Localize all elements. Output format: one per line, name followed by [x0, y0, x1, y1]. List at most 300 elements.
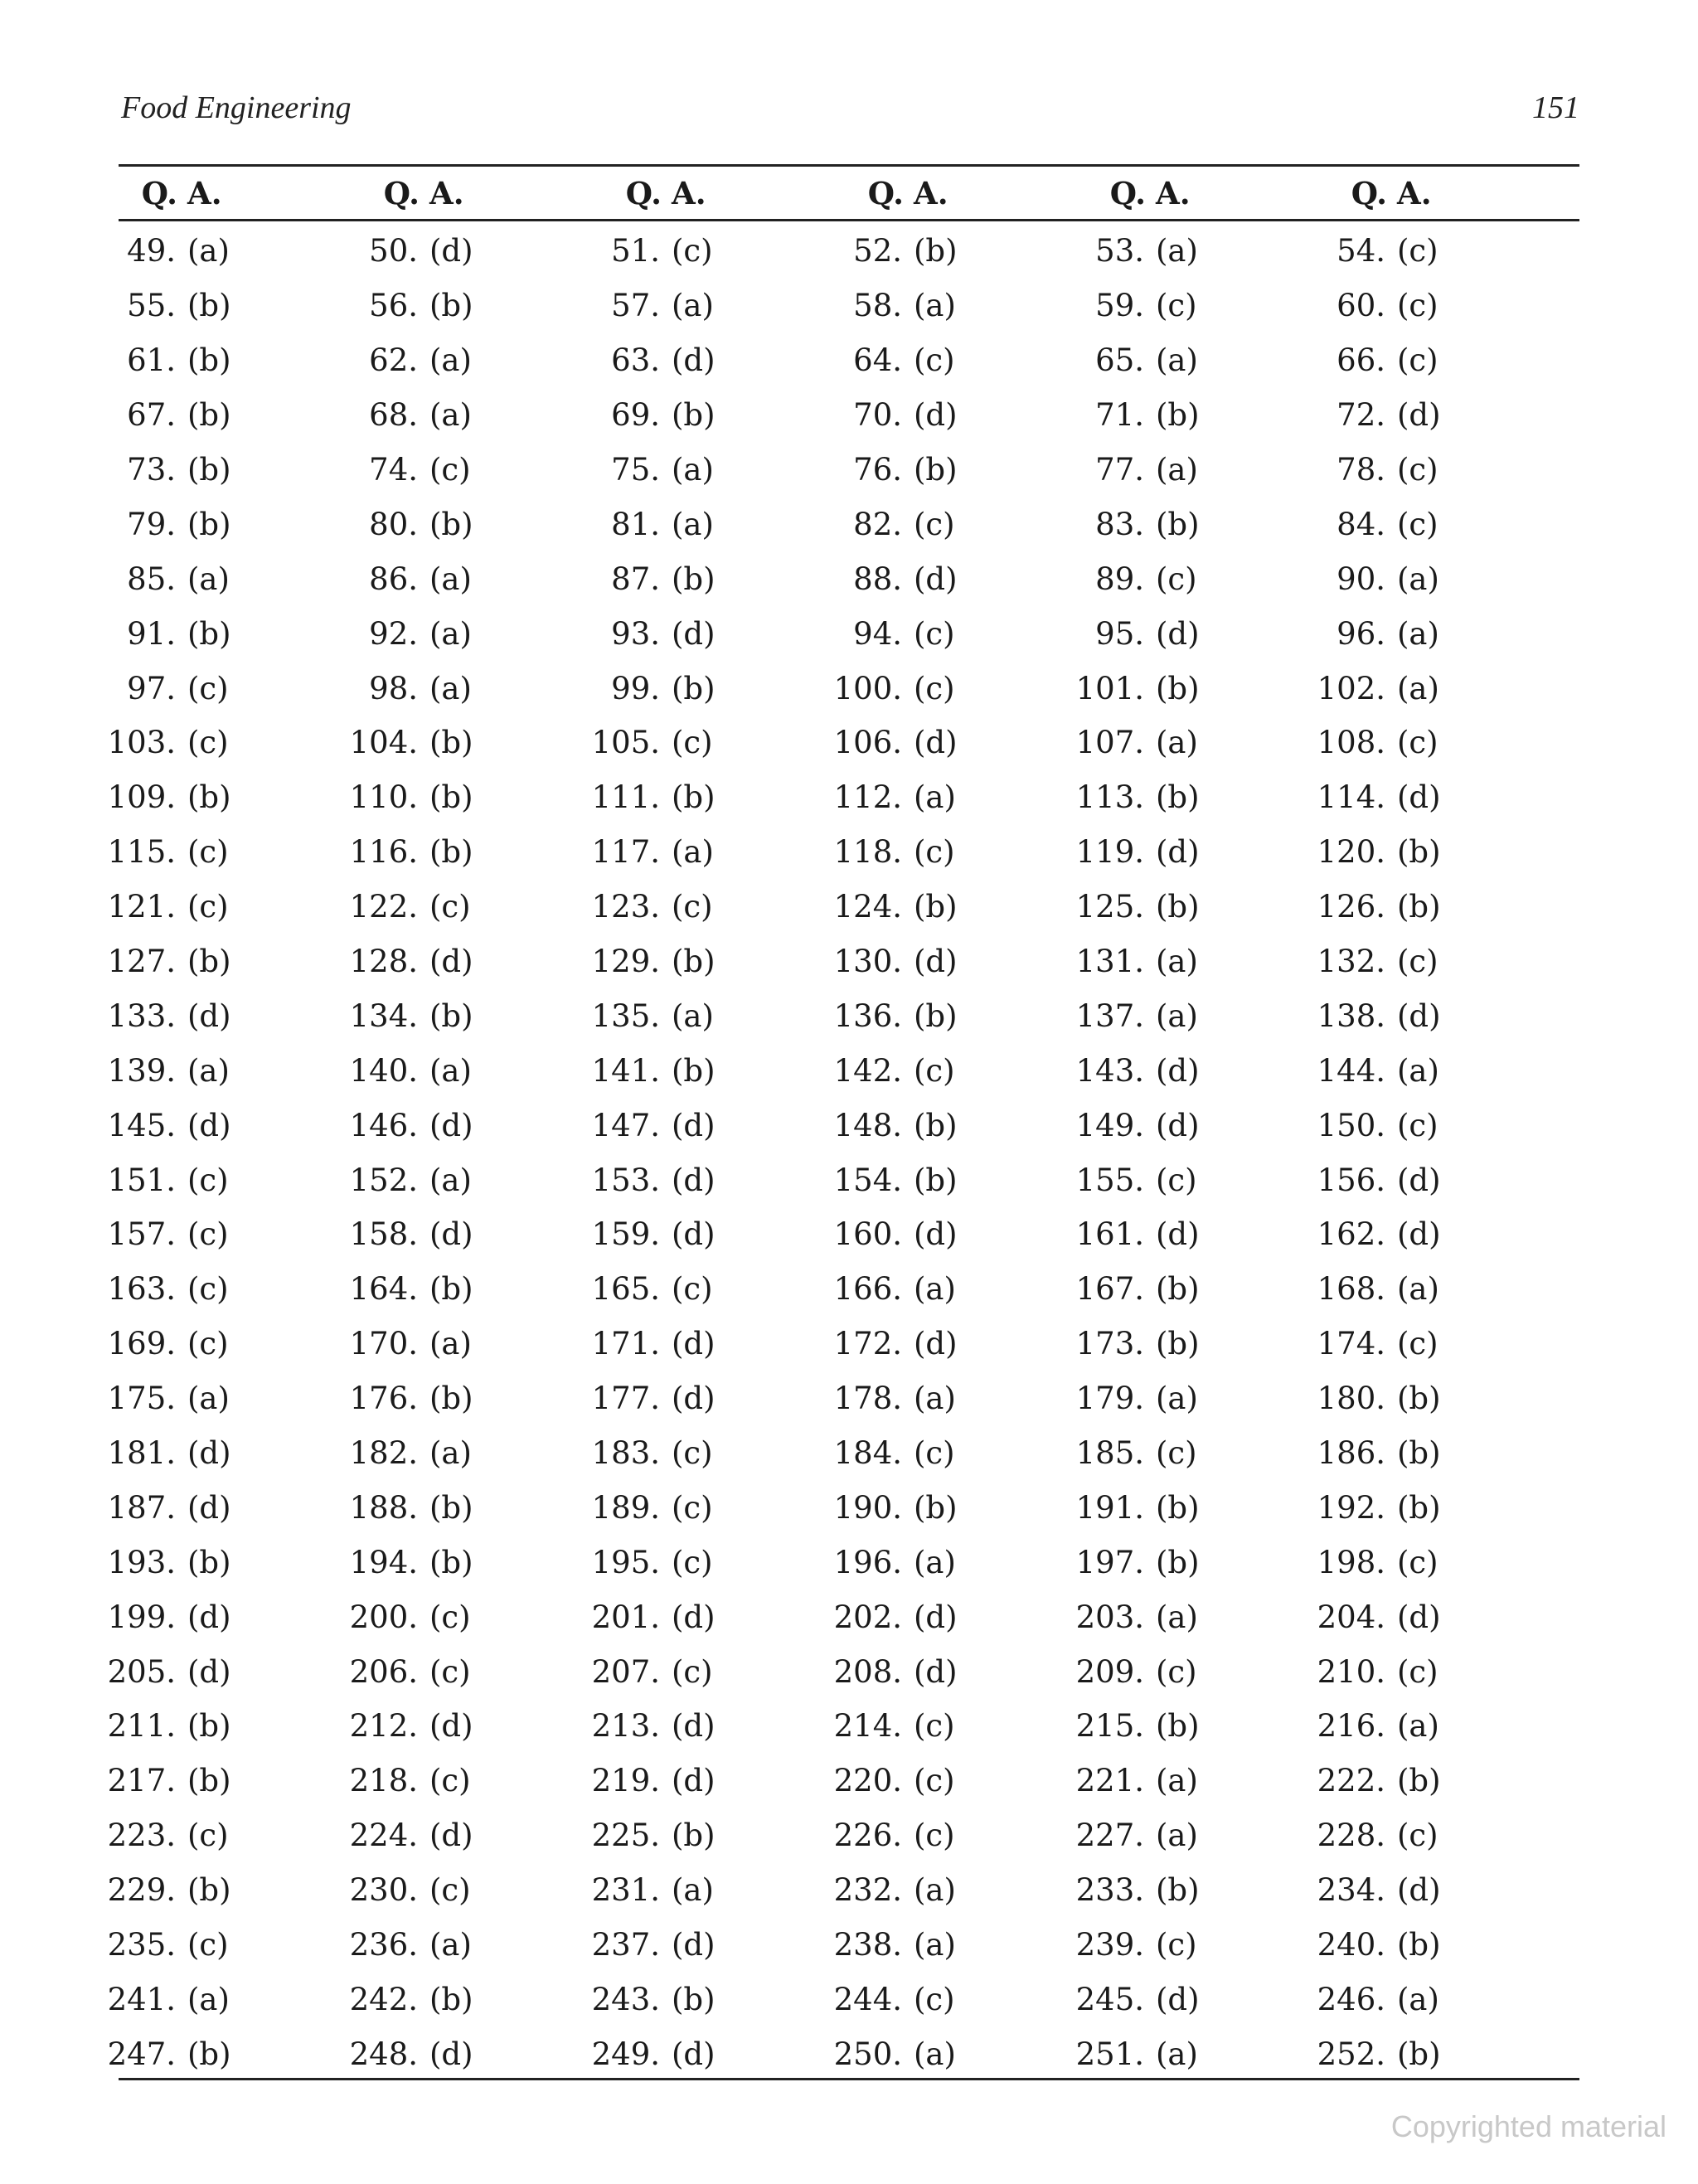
- question-number: 247.: [107, 2036, 176, 2072]
- answer-cell: [332, 1153, 472, 1207]
- answer-cell: [1058, 1535, 1200, 1589]
- answer-cell: [90, 1371, 230, 1426]
- answer-letter: (c): [914, 342, 955, 379]
- question-number: 50.: [369, 233, 418, 269]
- answer-letter: (b): [914, 997, 958, 1034]
- answer-cell: [1058, 1589, 1198, 1644]
- answer-cell: [1058, 2026, 1198, 2081]
- answer-letter: (c): [1156, 1927, 1197, 1963]
- answer-letter: (c): [914, 506, 955, 542]
- answer-cell: [332, 1207, 473, 1262]
- answer-cell: [90, 388, 231, 443]
- question-number: 179.: [1075, 1381, 1144, 1417]
- answer-cell: [332, 1317, 472, 1371]
- answer-cell: [816, 1808, 955, 1863]
- answer-cell: [332, 1098, 473, 1153]
- answer-letter: (a): [672, 1872, 714, 1909]
- answer-letter: (b): [914, 1107, 958, 1143]
- column-header-5: [1058, 170, 1191, 216]
- question-number: 184.: [833, 1435, 902, 1472]
- question-number: 159.: [591, 1216, 660, 1253]
- question-number: 138.: [1317, 997, 1385, 1034]
- question-number: 133.: [107, 997, 176, 1034]
- answer-cell: [90, 1207, 229, 1262]
- question-number: 144.: [1317, 1052, 1385, 1089]
- answer-cell: [816, 770, 956, 825]
- answer-letter: (c): [1397, 1653, 1438, 1690]
- table-row: [107, 988, 1579, 1043]
- answer-letter: (a): [672, 997, 714, 1034]
- answer-letter: (b): [672, 1818, 716, 1854]
- answer-cell: [816, 716, 958, 770]
- question-number: 135.: [591, 997, 660, 1034]
- answer-cell: [1299, 443, 1438, 497]
- answer-letter: (c): [1156, 1653, 1197, 1690]
- question-number: 75.: [611, 452, 660, 488]
- answer-cell: [574, 1043, 716, 1098]
- answer-letter: (b): [429, 779, 473, 816]
- answer-cell: [816, 825, 955, 880]
- answer-cell: [90, 1973, 230, 2027]
- answer-cell: [1058, 1262, 1200, 1317]
- answer-cell: [1299, 1973, 1439, 2027]
- answer-letter: (a): [429, 397, 472, 434]
- answer-letter: (d): [1397, 1162, 1441, 1198]
- answer-cell: [90, 825, 229, 880]
- table-row: [107, 1918, 1579, 1973]
- table-row: [119, 497, 1579, 551]
- question-number: 242.: [349, 1981, 418, 2017]
- answer-cell: [816, 551, 958, 606]
- answer-cell: [574, 443, 714, 497]
- table-row: [119, 661, 1579, 716]
- answer-cell: [1299, 716, 1438, 770]
- question-number: 163.: [107, 1271, 176, 1308]
- table-bottom-rule: [119, 2078, 1579, 2080]
- answer-letter: (b): [672, 1981, 716, 2017]
- answer-letter: (b): [187, 288, 231, 324]
- answer-letter: (a): [1156, 452, 1198, 488]
- question-number: 200.: [349, 1599, 418, 1635]
- answer-cell: [816, 497, 955, 551]
- question-number: 129.: [591, 944, 660, 980]
- column-header-q: Q.: [1109, 175, 1146, 211]
- question-number: 102.: [1317, 670, 1385, 706]
- answer-letter: (d): [1156, 1107, 1200, 1143]
- question-number: 77.: [1095, 452, 1144, 488]
- answer-letter: (b): [1156, 670, 1200, 706]
- answer-cell: [332, 1918, 472, 1973]
- question-number: 120.: [1317, 834, 1385, 871]
- answer-letter: (b): [1397, 834, 1441, 871]
- table-row: [107, 1207, 1579, 1262]
- question-number: 162.: [1317, 1216, 1385, 1253]
- question-number: 181.: [107, 1435, 176, 1472]
- answer-cell: [1058, 1808, 1198, 1863]
- answer-cell: [574, 224, 713, 279]
- question-number: 206.: [349, 1653, 418, 1690]
- answer-letter: (d): [1156, 615, 1200, 652]
- question-number: 161.: [1075, 1216, 1144, 1253]
- question-number: 241.: [107, 1981, 176, 2017]
- question-number: 149.: [1075, 1107, 1144, 1143]
- answer-letter: (b): [187, 1708, 231, 1745]
- answer-letter: (d): [429, 2036, 473, 2072]
- answer-cell: [816, 1973, 955, 2027]
- question-number: 96.: [1337, 615, 1385, 652]
- question-number: 214.: [833, 1708, 902, 1745]
- question-number: 142.: [833, 1052, 902, 1089]
- answer-letter: (c): [914, 1052, 955, 1089]
- answer-cell: [816, 1918, 956, 1973]
- answer-cell: [574, 1699, 716, 1754]
- answer-cell: [1058, 716, 1198, 770]
- answer-letter: (d): [914, 1599, 958, 1635]
- question-number: 212.: [349, 1708, 418, 1745]
- question-number: 164.: [349, 1271, 418, 1308]
- answer-cell: [90, 1863, 231, 1918]
- answer-letter: (a): [1156, 725, 1198, 761]
- table-row: [107, 716, 1579, 770]
- question-number: 186.: [1317, 1435, 1385, 1472]
- table-row: [107, 1589, 1579, 1644]
- question-number: 233.: [1075, 1872, 1144, 1909]
- answer-letter: (d): [672, 1763, 716, 1799]
- answer-cell: [1299, 279, 1438, 333]
- answer-letter: (b): [187, 452, 231, 488]
- answer-letter: (b): [1397, 1381, 1441, 1417]
- question-number: 168.: [1317, 1271, 1385, 1308]
- answer-letter: (d): [672, 2036, 716, 2072]
- answer-letter: (d): [187, 1489, 231, 1526]
- question-number: 54.: [1337, 233, 1385, 269]
- answer-letter: (c): [187, 670, 229, 706]
- question-number: 95.: [1095, 615, 1144, 652]
- answer-cell: [332, 1808, 473, 1863]
- answer-cell: [1299, 1644, 1438, 1699]
- question-number: 237.: [591, 1927, 660, 1963]
- question-number: 79.: [127, 506, 176, 542]
- question-number: 98.: [369, 670, 418, 706]
- question-number: 115.: [107, 834, 176, 871]
- question-number: 136.: [833, 997, 902, 1034]
- question-number: 146.: [349, 1107, 418, 1143]
- answer-letter: (d): [1156, 1981, 1200, 2017]
- answer-letter: (d): [187, 1435, 231, 1472]
- answer-letter: (a): [914, 1544, 956, 1580]
- answer-letter: (b): [672, 397, 716, 434]
- answer-letter: (a): [429, 670, 472, 706]
- answer-letter: (a): [1397, 561, 1439, 597]
- question-number: 118.: [833, 834, 902, 871]
- question-number: 140.: [349, 1052, 418, 1089]
- question-number: 51.: [611, 233, 660, 269]
- question-number: 109.: [107, 779, 176, 816]
- question-number: 216.: [1317, 1708, 1385, 1745]
- page-number: 151: [1532, 90, 1579, 125]
- question-number: 55.: [127, 288, 176, 324]
- answer-cell: [574, 388, 716, 443]
- question-number: 231.: [591, 1872, 660, 1909]
- question-number: 188.: [349, 1489, 418, 1526]
- answer-cell: [1299, 1371, 1441, 1426]
- answer-letter: (a): [429, 561, 472, 597]
- answer-cell: [1058, 1317, 1200, 1371]
- answer-cell: [816, 1207, 958, 1262]
- answer-letter: (b): [1397, 889, 1441, 925]
- answer-letter: (b): [1156, 1708, 1200, 1745]
- answer-letter: (b): [187, 1872, 231, 1909]
- answer-cell: [816, 1699, 955, 1754]
- question-number: 124.: [833, 889, 902, 925]
- answer-cell: [1058, 443, 1198, 497]
- answer-letter: (b): [914, 1489, 958, 1526]
- answer-letter: (b): [672, 944, 716, 980]
- question-number: 170.: [349, 1326, 418, 1362]
- answer-letter: (b): [187, 506, 231, 542]
- question-number: 219.: [591, 1763, 660, 1799]
- answer-letter: (a): [914, 1872, 956, 1909]
- answer-letter: (c): [914, 670, 955, 706]
- answer-letter: (d): [672, 615, 716, 652]
- answer-letter: (b): [1397, 1489, 1441, 1526]
- answer-cell: [332, 988, 473, 1043]
- table-row: [107, 1973, 1579, 2027]
- answer-cell: [574, 880, 713, 934]
- answer-letter: (b): [1397, 1927, 1441, 1963]
- answer-letter: (c): [672, 1653, 713, 1690]
- question-number: 155.: [1075, 1162, 1144, 1198]
- answer-letter: (d): [1156, 1052, 1200, 1089]
- answer-letter: (d): [672, 342, 716, 379]
- answer-cell: [574, 934, 716, 989]
- answer-letter: (c): [1156, 1435, 1197, 1472]
- question-number: 126.: [1317, 889, 1385, 925]
- answer-cell: [90, 770, 231, 825]
- answer-letter: (b): [429, 997, 473, 1034]
- answer-cell: [1058, 1371, 1198, 1426]
- answer-key-table: [107, 224, 1579, 2081]
- answer-cell: [574, 1535, 713, 1589]
- answer-letter: (b): [1156, 506, 1200, 542]
- answer-letter: (d): [429, 1708, 473, 1745]
- answer-cell: [574, 1918, 716, 1973]
- answer-letter: (a): [1156, 233, 1198, 269]
- question-number: 68.: [369, 397, 418, 434]
- question-number: 139.: [107, 1052, 176, 1089]
- question-number: 207.: [591, 1653, 660, 1690]
- answer-letter: (d): [672, 1162, 716, 1198]
- answer-letter: (a): [672, 288, 714, 324]
- table-header-rule: [119, 219, 1579, 221]
- answer-cell: [574, 1808, 716, 1863]
- answer-cell: [816, 224, 958, 279]
- question-number: 97.: [127, 670, 176, 706]
- question-number: 150.: [1317, 1107, 1385, 1143]
- table-row: [107, 1262, 1579, 1317]
- answer-letter: (b): [187, 615, 231, 652]
- answer-letter: (a): [1397, 1271, 1439, 1308]
- answer-cell: [816, 388, 958, 443]
- answer-cell: [1058, 1043, 1200, 1098]
- question-number: 131.: [1075, 944, 1144, 980]
- answer-letter: (c): [672, 1271, 713, 1308]
- column-header-a: A.: [187, 175, 222, 211]
- table-row: [107, 1754, 1579, 1808]
- answer-cell: [90, 1317, 229, 1371]
- answer-cell: [574, 1262, 713, 1317]
- column-header-3: [574, 170, 706, 216]
- answer-cell: [574, 1426, 713, 1481]
- answer-cell: [332, 606, 472, 661]
- question-number: 148.: [833, 1107, 902, 1143]
- answer-cell: [1058, 770, 1200, 825]
- table-row: [107, 1098, 1579, 1153]
- table-row: [119, 551, 1579, 606]
- answer-cell: [1058, 825, 1200, 880]
- answer-letter: (c): [187, 1216, 229, 1253]
- answer-cell: [574, 1153, 716, 1207]
- answer-cell: [332, 497, 473, 551]
- answer-cell: [1058, 1754, 1198, 1808]
- question-number: 223.: [107, 1818, 176, 1854]
- question-number: 213.: [591, 1708, 660, 1745]
- answer-cell: [574, 333, 716, 388]
- answer-letter: (b): [429, 834, 473, 871]
- question-number: 58.: [853, 288, 902, 324]
- table-row: [107, 1153, 1579, 1207]
- question-number: 88.: [853, 561, 902, 597]
- answer-cell: [1299, 1918, 1441, 1973]
- answer-letter: (c): [672, 233, 713, 269]
- answer-cell: [90, 279, 231, 333]
- answer-cell: [1299, 934, 1438, 989]
- answer-cell: [816, 880, 958, 934]
- question-number: 62.: [369, 342, 418, 379]
- answer-cell: [332, 661, 472, 716]
- answer-letter: (c): [187, 1818, 229, 1854]
- answer-cell: [1299, 224, 1438, 279]
- question-number: 72.: [1337, 397, 1385, 434]
- question-number: 141.: [591, 1052, 660, 1089]
- answer-cell: [1299, 988, 1441, 1043]
- question-number: 180.: [1317, 1381, 1385, 1417]
- question-number: 80.: [369, 506, 418, 542]
- answer-letter: (d): [914, 1326, 958, 1362]
- table-row: [119, 443, 1579, 497]
- answer-cell: [332, 716, 473, 770]
- question-number: 82.: [853, 506, 902, 542]
- question-number: 252.: [1317, 2036, 1385, 2072]
- question-number: 122.: [349, 889, 418, 925]
- answer-cell: [1058, 1098, 1200, 1153]
- answer-letter: (c): [1156, 1162, 1197, 1198]
- question-number: 76.: [853, 452, 902, 488]
- answer-cell: [574, 497, 714, 551]
- answer-cell: [1058, 224, 1198, 279]
- question-number: 100.: [833, 670, 902, 706]
- question-number: 165.: [591, 1271, 660, 1308]
- question-number: 160.: [833, 1216, 902, 1253]
- question-number: 134.: [349, 997, 418, 1034]
- answer-cell: [1058, 661, 1200, 716]
- question-number: 101.: [1075, 670, 1144, 706]
- question-number: 127.: [107, 944, 176, 980]
- question-number: 107.: [1075, 725, 1144, 761]
- answer-cell: [1299, 333, 1438, 388]
- answer-cell: [1058, 1426, 1197, 1481]
- answer-cell: [1299, 770, 1441, 825]
- question-number: 244.: [833, 1981, 902, 2017]
- answer-letter: (c): [429, 1763, 471, 1799]
- column-header-a: A.: [914, 175, 948, 211]
- answer-cell: [1299, 1426, 1441, 1481]
- question-number: 89.: [1095, 561, 1144, 597]
- table-row: [107, 1863, 1579, 1918]
- answer-letter: (a): [1156, 342, 1198, 379]
- answer-letter: (c): [1397, 452, 1438, 488]
- answer-letter: (c): [914, 1708, 955, 1745]
- question-number: 192.: [1317, 1489, 1385, 1526]
- answer-letter: (b): [187, 397, 231, 434]
- answer-letter: (a): [1156, 1381, 1198, 1417]
- answer-cell: [90, 1426, 231, 1481]
- answer-cell: [90, 497, 231, 551]
- question-number: 178.: [833, 1381, 902, 1417]
- answer-cell: [1058, 497, 1200, 551]
- answer-cell: [816, 661, 955, 716]
- answer-letter: (a): [914, 288, 956, 324]
- answer-letter: (a): [187, 1052, 230, 1089]
- answer-letter: (c): [429, 452, 471, 488]
- question-number: 63.: [611, 342, 660, 379]
- question-number: 111.: [591, 779, 660, 816]
- answer-letter: (b): [1156, 1326, 1200, 1362]
- answer-letter: (c): [429, 889, 471, 925]
- question-number: 224.: [349, 1818, 418, 1854]
- answer-letter: (c): [187, 1271, 229, 1308]
- question-number: 156.: [1317, 1162, 1385, 1198]
- answer-letter: (a): [1156, 944, 1198, 980]
- question-number: 56.: [369, 288, 418, 324]
- table-row: [107, 1317, 1579, 1371]
- answer-cell: [816, 333, 955, 388]
- answer-letter: (b): [429, 1981, 473, 2017]
- question-number: 53.: [1095, 233, 1144, 269]
- answer-letter: (b): [429, 506, 473, 542]
- answer-cell: [1299, 661, 1439, 716]
- answer-letter: (d): [429, 1818, 473, 1854]
- question-number: 52.: [853, 233, 902, 269]
- answer-letter: (c): [1397, 288, 1438, 324]
- answer-cell: [816, 606, 955, 661]
- answer-cell: [816, 934, 958, 989]
- question-number: 128.: [349, 944, 418, 980]
- question-number: 67.: [127, 397, 176, 434]
- answer-letter: (c): [1397, 342, 1438, 379]
- answer-cell: [574, 1207, 716, 1262]
- table-row: [107, 934, 1579, 989]
- question-number: 175.: [107, 1381, 176, 1417]
- answer-letter: (a): [1156, 2036, 1198, 2072]
- answer-letter: (d): [672, 1927, 716, 1963]
- answer-cell: [1058, 1918, 1197, 1973]
- answer-cell: [90, 716, 229, 770]
- question-number: 61.: [127, 342, 176, 379]
- answer-cell: [1058, 1207, 1200, 1262]
- question-number: 117.: [591, 834, 660, 871]
- question-number: 202.: [833, 1599, 902, 1635]
